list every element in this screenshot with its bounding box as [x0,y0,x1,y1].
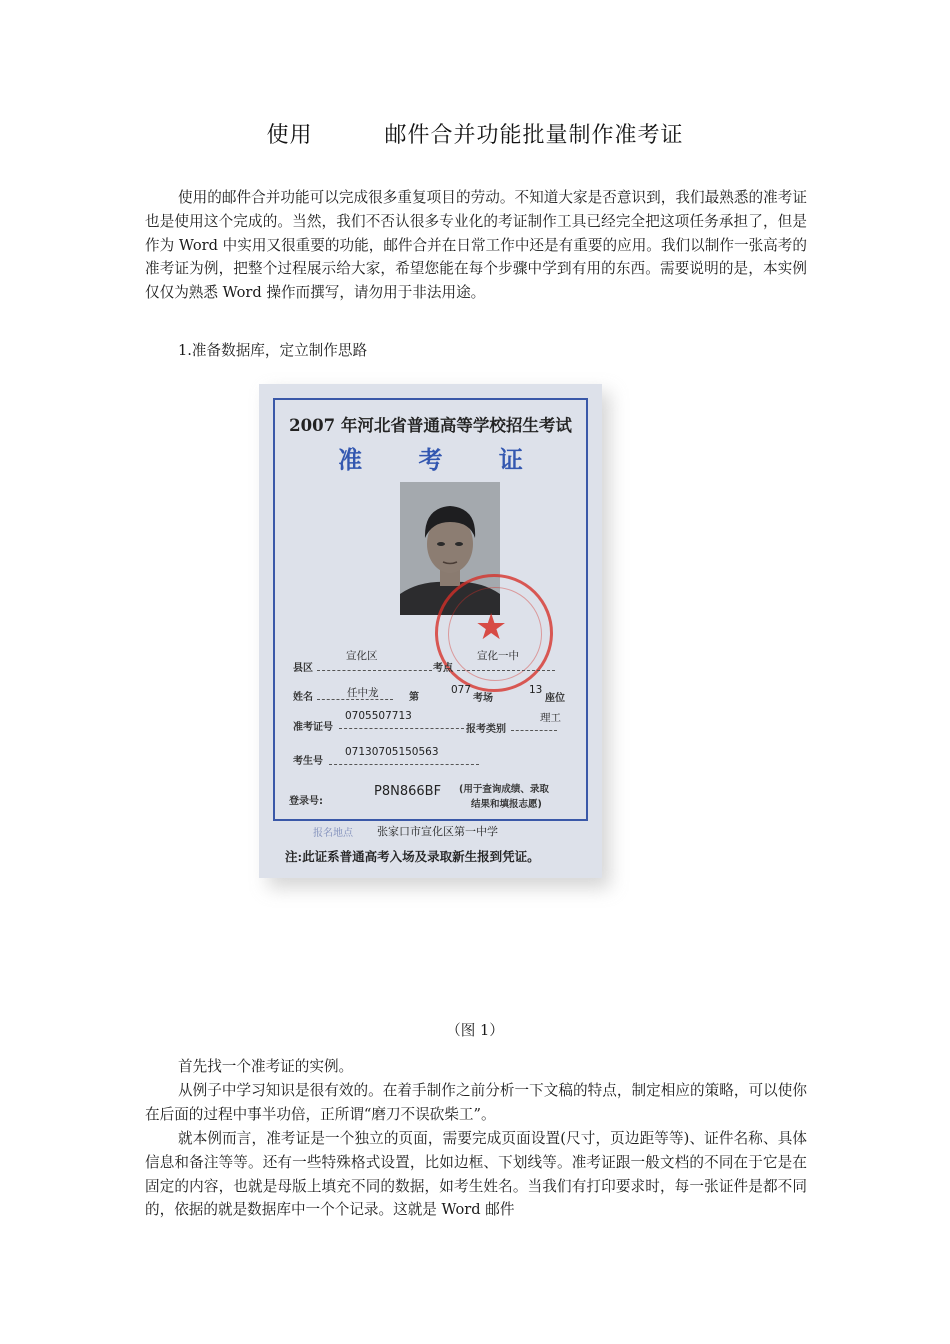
title-part-1: 使用 [266,123,313,148]
title-part-2: 邮件合并功能批量制作准考证 [384,123,684,148]
category-label: 报考类别 [466,724,506,735]
examinee-no-label: 考生号 [293,756,323,767]
paragraph-analysis: 从例子中学习知识是很有效的。在着手制作之前分析一下文稿的特点，制定相应的策略，可以使你在后面的过程中事半功倍，正所谓“磨刀不误砍柴工”。 [145,1082,807,1123]
login-value: P8N866BF [374,784,442,799]
admit-card-header: 2007 年河北省普通高等学校招生考试 [289,416,572,435]
paragraph-details: 就本例而言，准考证是一个独立的页面，需要完成页面设置(尺寸，页边距等等)、证件名称、具体信息和备注等等。还有一些特殊格式设置，比如边框、下划线等。准考证跟一般文档的不同在于它是在固定的内容，也就是母版上填充不同的数据，如考生姓名。当我们有打印要求时，每一张证件是都不同的，依据的就是数据库中一个个记录。这就是 Word 邮件 [145,1130,807,1219]
admit-card-footer-note: 注:此证系普通高考入场及录取新生报到凭证。 [285,849,540,864]
paragraph-example: 首先找一个准考证的实例。 [178,1058,354,1075]
registration-location-value: 张家口市宣化区第一中学 [377,825,498,838]
site-label: 考点 [433,663,453,674]
name-value: 任中龙 [347,687,379,699]
seat-value: 13 [529,684,543,696]
room-value: 077 [451,684,472,696]
room-prefix: 第 [409,692,419,703]
seat-label: 座位 [545,693,565,704]
login-note-line-1: (用于查询成绩、录取 [459,784,549,795]
login-label: 登录号: [289,796,323,807]
county-value: 宣化区 [346,650,378,662]
admit-card-image [259,384,602,878]
name-label: 姓名 [293,692,313,703]
ticket-value: 0705507713 [345,710,412,722]
figure-caption: （图 1） [446,1022,504,1039]
official-seal [435,574,553,692]
registration-location-label: 报名地点 [313,828,353,839]
step-1-heading: 1.准备数据库，定立制作思路 [178,342,368,359]
ticket-label: 准考证号 [293,722,333,733]
room-label: 考场 [473,693,493,704]
admit-card-name: 准 考 证 [338,446,547,474]
document-title [0,118,950,149]
site-value: 宣化一中 [477,650,519,662]
examinee-no-value: 07130705150563 [345,746,439,758]
seal-star-icon: ★ [475,607,508,648]
login-note-line-2: 结果和填报志愿) [471,799,542,810]
county-label: 县区 [293,663,313,674]
category-value: 理工 [540,712,561,724]
intro-paragraph: 使用的邮件合并功能可以完成很多重复项目的劳动。不知道大家是否意识到，我们最熟悉的准考证也是使用这个完成的。当然，我们不否认很多专业化的考证制作工具已经完全把这项任务承担了，但是作为 Word 中实用又很重要的功能，邮件合并在日常工作中还是有重要的应用。我们以制作一张高考的准考证为例，把整个过程展示给大家，希望您能在每个步骤中学到有用的东西。需要说明的是，本实例仅仅为熟悉 Word 操作而撰写，请勿用于非法用途。 [145,189,807,302]
